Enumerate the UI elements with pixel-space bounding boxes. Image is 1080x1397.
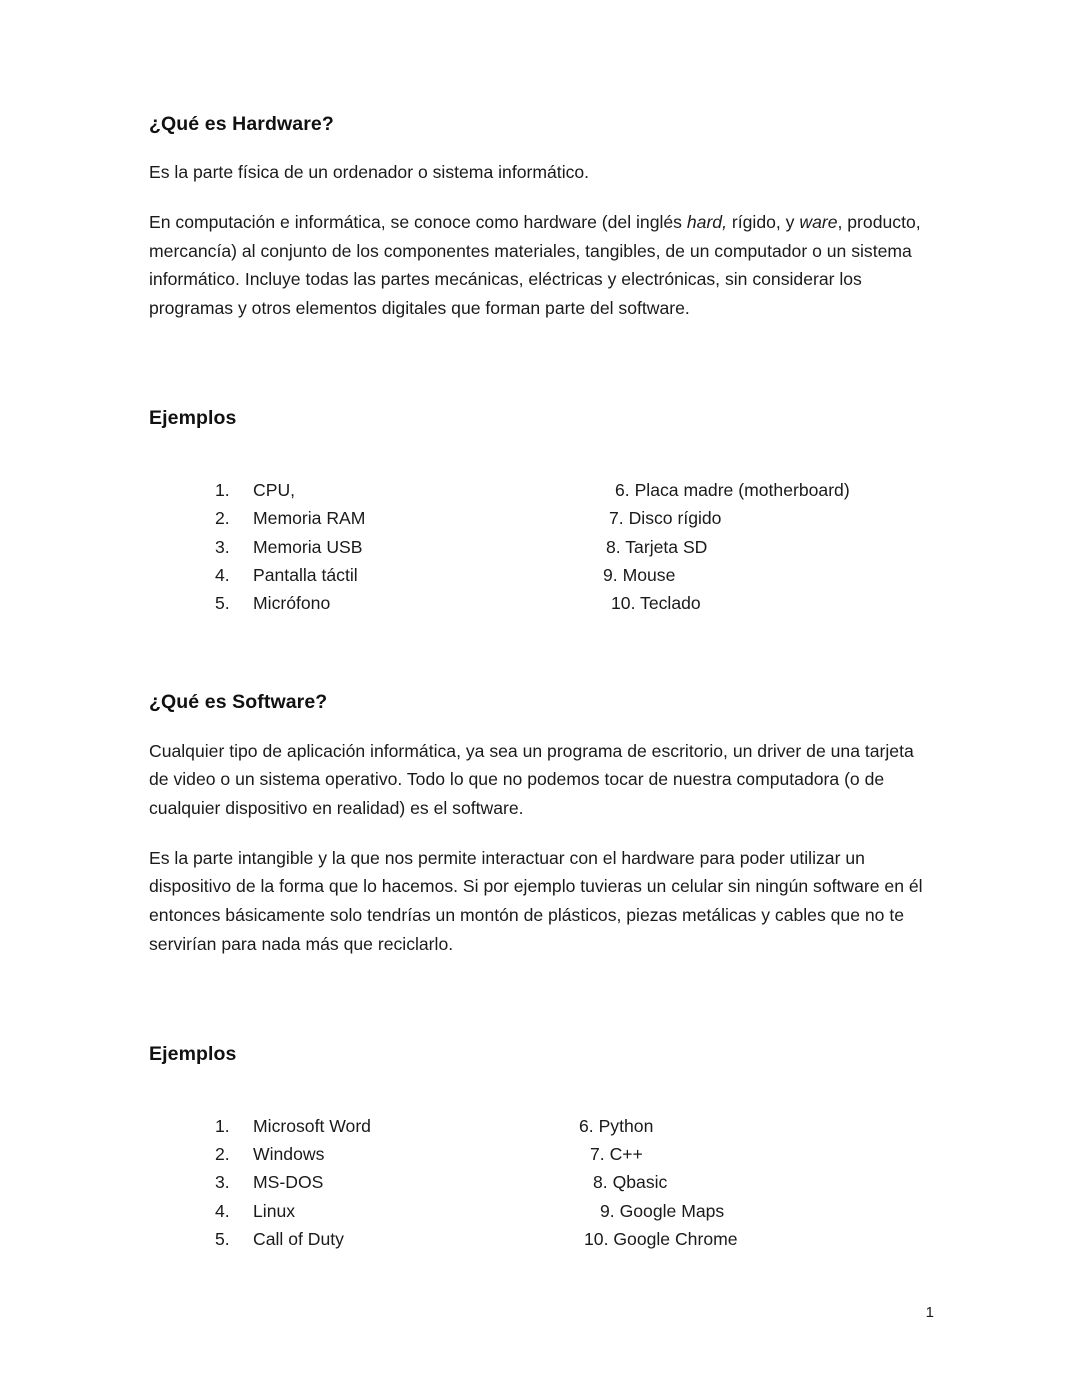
software-examples-left-column <box>149 1112 529 1253</box>
list-item-number: 9. <box>603 564 618 585</box>
list-item-label: Google Maps <box>614 1200 725 1221</box>
list-item <box>579 1225 979 1253</box>
list-item <box>599 533 999 561</box>
list-item-number: 3. <box>215 1172 230 1193</box>
list-item <box>599 589 999 617</box>
list-item-number: 2. <box>215 1144 230 1165</box>
list-item-number: 6. <box>615 480 630 501</box>
list-item <box>579 1112 979 1140</box>
hardware-p2-italic-ware: ware <box>799 212 838 233</box>
list-item <box>579 1168 979 1196</box>
list-item-number: 5. <box>215 1228 230 1249</box>
list-item <box>599 476 999 504</box>
list-item-number: 8. <box>606 536 621 557</box>
list-item <box>149 1112 529 1140</box>
software-heading: ¿Qué es Software? <box>149 691 328 714</box>
list-item-label: Disco rígido <box>623 508 722 529</box>
list-item-label: Qbasic <box>607 1172 668 1193</box>
hardware-heading: ¿Qué es Hardware? <box>149 113 334 135</box>
list-item-label: Linux <box>253 1200 296 1221</box>
list-item-label: Placa madre (motherboard) <box>629 480 850 501</box>
list-item <box>149 561 529 589</box>
list-item <box>599 504 999 532</box>
list-item-label: Windows <box>253 1144 325 1165</box>
hardware-p2-italic-hard: hard, <box>686 212 727 233</box>
list-item <box>149 504 529 532</box>
list-item-label: C++ <box>604 1144 643 1165</box>
hardware-p2-part-3: , producto, mercancía) al conjunto de los componentes materiales, tangibles, de un computador o un sistema informático. Incluye todas las partes mecánicas, eléctricas y electrónicas, sin considerar los programas y otros elementos digitales que forman parte del software. <box>149 212 921 319</box>
list-item-number: 1. <box>215 1115 230 1136</box>
hardware-examples-list <box>149 476 931 628</box>
list-item-number: 6. <box>579 1115 594 1136</box>
list-item-number: 4. <box>215 564 230 585</box>
list-item-label: Tarjeta SD <box>620 536 708 557</box>
hardware-paragraph-2 <box>149 208 931 323</box>
hardware-examples-right-column <box>599 476 999 617</box>
list-item <box>149 533 529 561</box>
software-examples-right-column <box>579 1112 979 1253</box>
software-examples-heading: Ejemplos <box>149 1042 237 1065</box>
list-item <box>579 1197 979 1225</box>
hardware-examples-heading: Ejemplos <box>149 406 237 429</box>
list-item-label: Mouse <box>617 564 676 585</box>
list-item-number: 7. <box>590 1144 605 1165</box>
list-item <box>149 476 529 504</box>
list-item <box>149 1225 529 1253</box>
spacer-after-software-text <box>149 980 931 1042</box>
list-item-label: Google Chrome <box>608 1228 738 1249</box>
list-item <box>599 561 999 589</box>
list-item-number: 10. <box>611 593 636 614</box>
list-item <box>149 1197 529 1225</box>
hardware-p2-part-1: En computación e informática, se conoce como hardware (del inglés <box>149 212 687 233</box>
list-item-label: Teclado <box>635 593 701 614</box>
list-item <box>149 1168 529 1196</box>
hardware-p2-part-2: rígido, y <box>726 212 800 233</box>
software-examples-list <box>149 1112 931 1264</box>
list-item-number: 5. <box>215 593 230 614</box>
list-item-label: Call of Duty <box>253 1228 344 1249</box>
list-item <box>149 589 529 617</box>
list-item-number: 1. <box>215 480 230 501</box>
list-item-number: 3. <box>215 536 230 557</box>
hardware-paragraph-1: Es la parte física de un ordenador o sistema informático. <box>149 162 590 183</box>
page-number: 1 <box>925 1304 934 1321</box>
software-paragraph-1: Cualquier tipo de aplicación informática, ya sea un programa de escritorio, un driver de una tarjeta de video o un sistema operativo. Todo lo que no podemos tocar de nuestra computadora (o de cualquier dispositivo en realidad) es el software. <box>149 740 914 819</box>
spacer-before-hardware-list <box>149 448 931 476</box>
list-item <box>149 1140 529 1168</box>
list-item-label: MS-DOS <box>253 1172 324 1193</box>
list-item-label: Memoria USB <box>253 536 363 557</box>
spacer-before-software-list <box>149 1084 931 1112</box>
list-item-number: 8. <box>593 1172 608 1193</box>
list-item-label: Python <box>593 1115 654 1136</box>
list-item-label: Pantalla táctil <box>253 564 358 585</box>
document-content <box>149 112 931 1264</box>
list-item <box>579 1140 979 1168</box>
list-item-number: 9. <box>600 1200 615 1221</box>
list-item-number: 2. <box>215 508 230 529</box>
list-item-number: 10. <box>584 1228 609 1249</box>
list-item-label: Memoria RAM <box>253 508 366 529</box>
list-item-label: Microsoft Word <box>253 1115 371 1136</box>
list-item-number: 4. <box>215 1200 230 1221</box>
hardware-examples-left-column <box>149 476 529 617</box>
spacer-before-software <box>149 628 931 690</box>
software-paragraph-2: Es la parte intangible y la que nos permite interactuar con el hardware para poder utilizar un dispositivo de la forma que lo hacemos. Si por ejemplo tuvieras un celular sin ningún software en él entonces básicamente solo tendrías un montón de plásticos, piezas metálicas y cables que no te servirían para nada más que reciclarlo. <box>149 847 923 954</box>
list-item-label: CPU, <box>253 480 296 501</box>
spacer-after-hardware-text <box>149 344 931 406</box>
list-item-label: Micrófono <box>253 593 331 614</box>
list-item-number: 7. <box>609 508 624 529</box>
